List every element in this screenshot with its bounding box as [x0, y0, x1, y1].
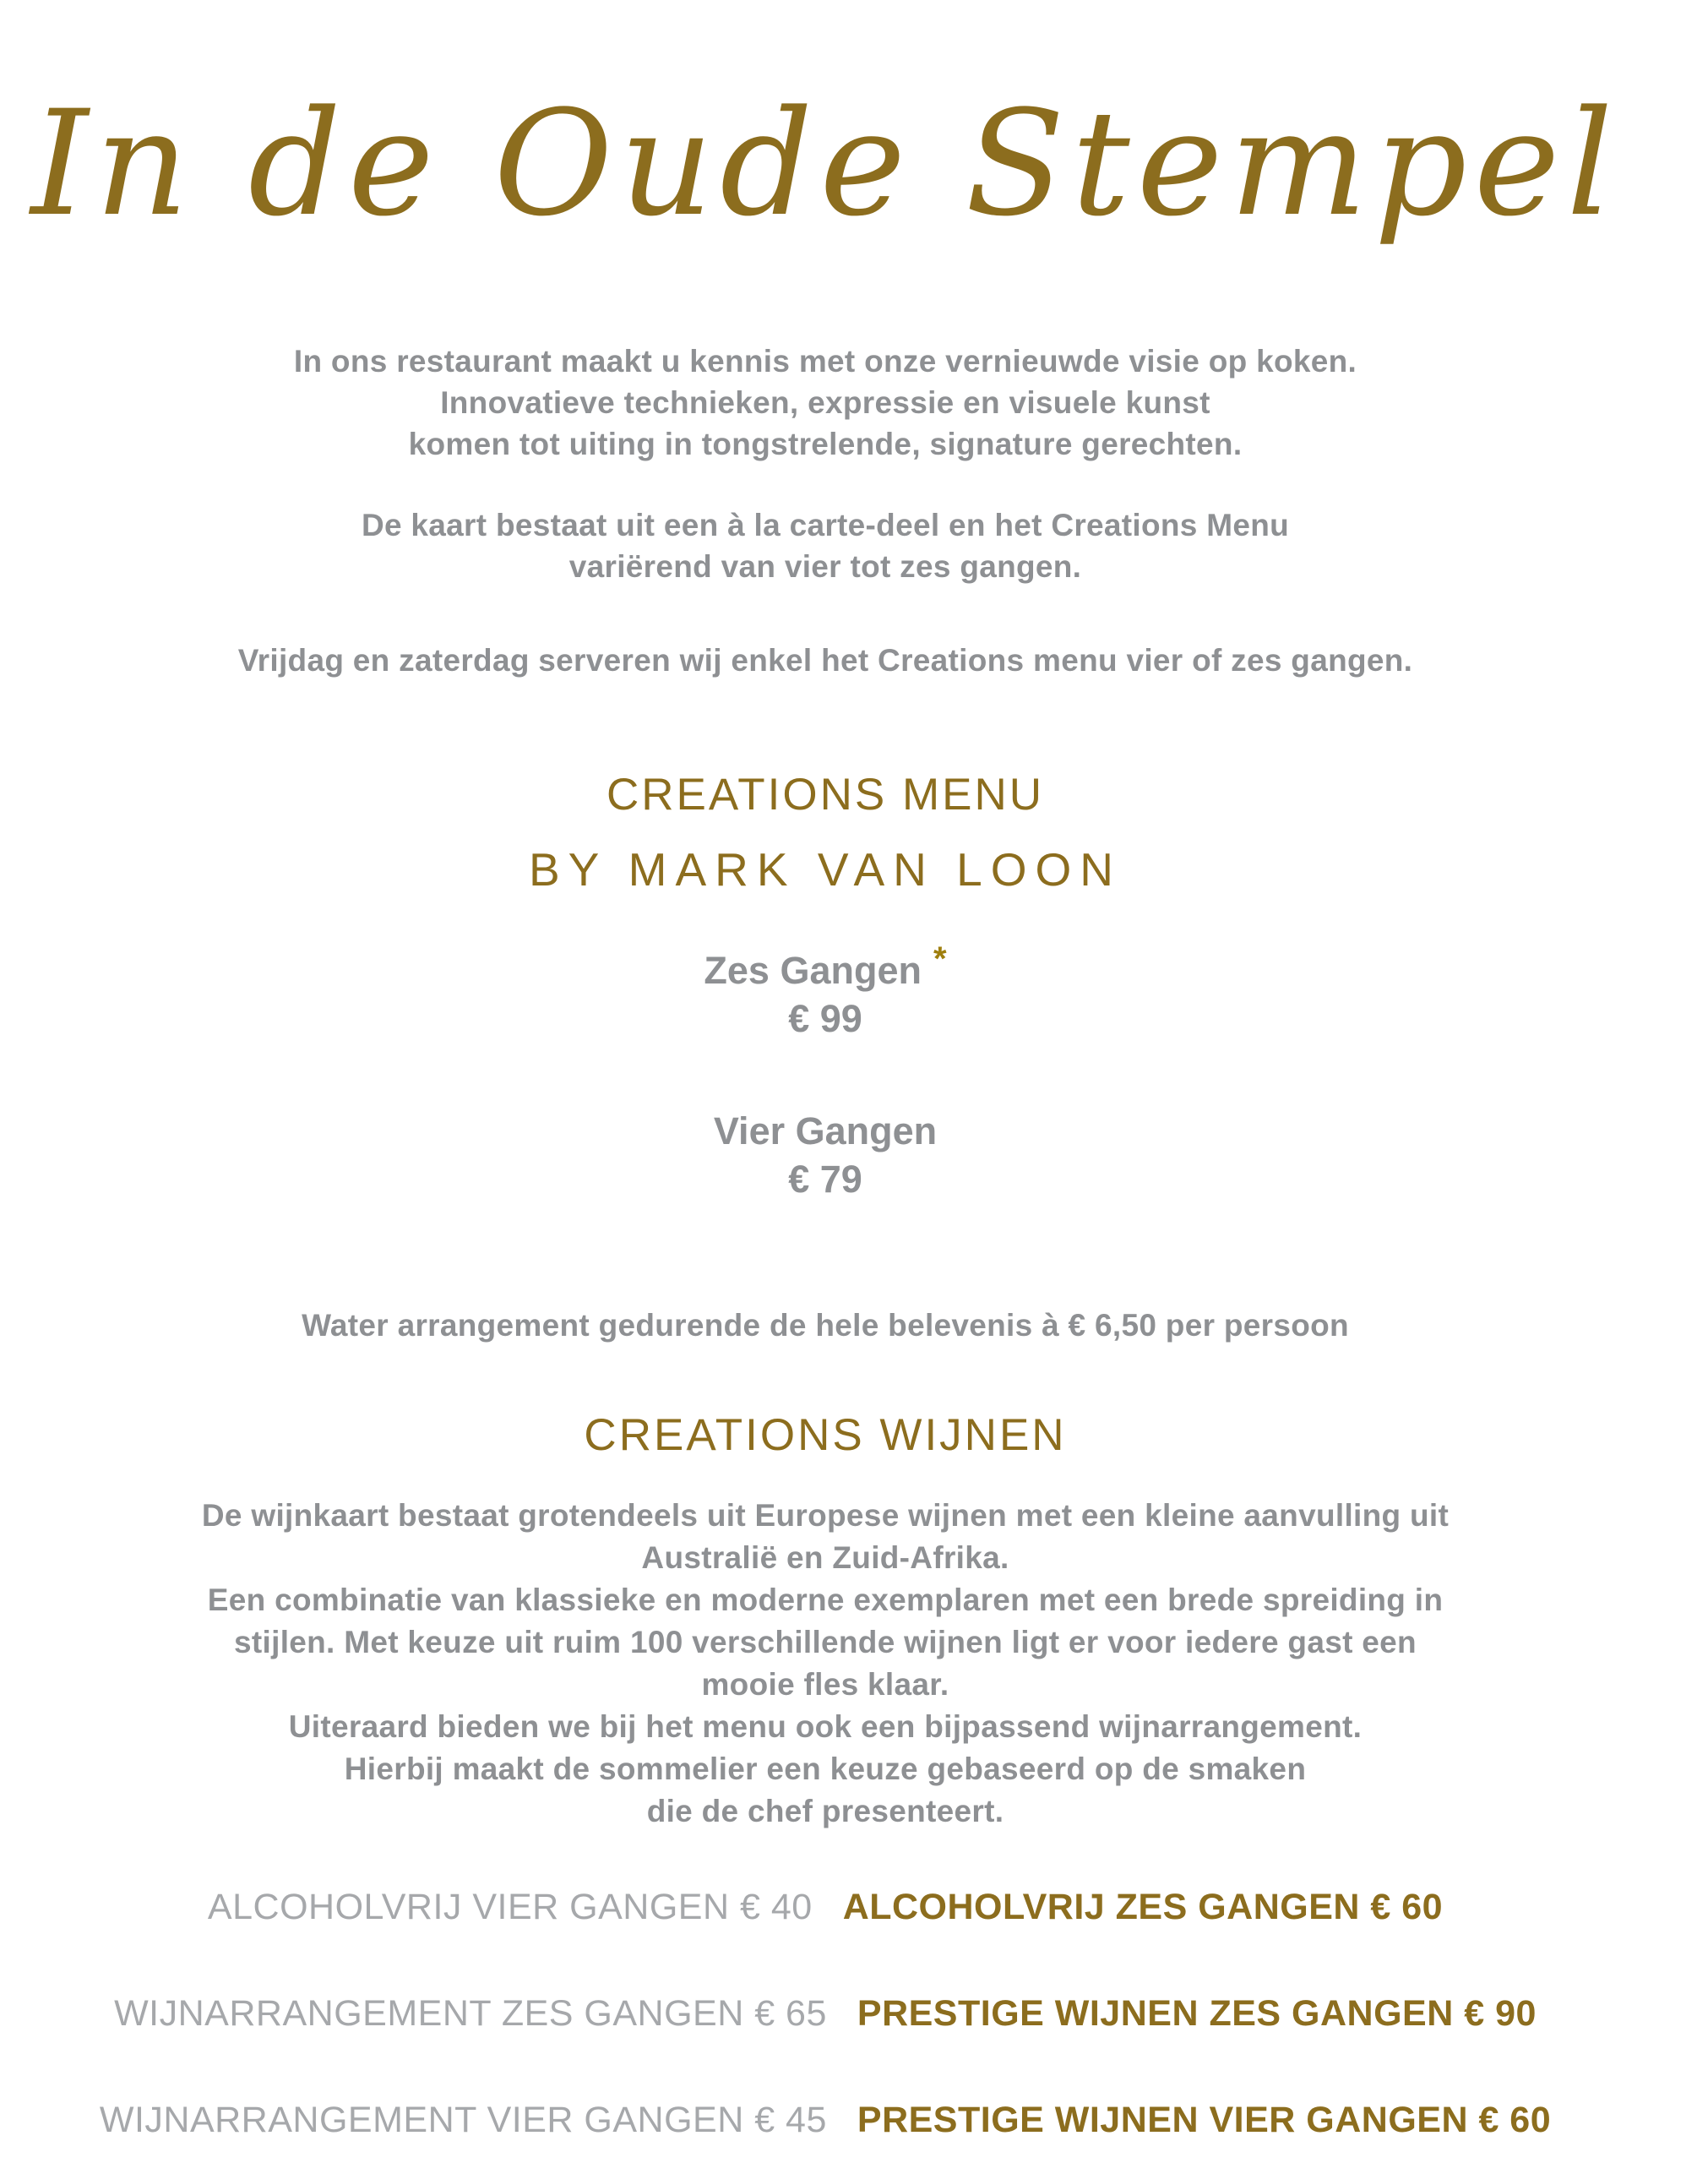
creations-menu-heading: CREATIONS MENU — [606, 770, 1045, 820]
text-line: De wijnkaart bestaat grotendeels uit Europese wijnen met een kleine aanvulling uit — [201, 1498, 1450, 1533]
text-line: De kaart bestaat uit een à la carte-deel en het Creations Menu — [361, 508, 1290, 542]
price-item-prestige-vier: PRESTIGE WIJNEN VIER GANGEN € 60 — [857, 2100, 1552, 2140]
price-item-wijnarrangement-vier: WIJNARRANGEMENT VIER GANGEN € 45 — [99, 2100, 827, 2140]
course-name-text: Vier Gangen — [713, 1109, 938, 1152]
price-item-wijnarrangement-zes: WIJNARRANGEMENT ZES GANGEN € 65 — [114, 1993, 827, 2034]
creations-menu-subheading: BY MARK VAN LOON — [529, 843, 1122, 896]
wine-description — [27, 1495, 1624, 1833]
text-line: Uiteraard bieden we bij het menu ook een bijpassend wijnarrangement. — [288, 1709, 1363, 1744]
intro-paragraph-weekend — [27, 640, 1624, 681]
text-line: In ons restaurant maakt u kennis met onze vernieuwde visie op koken. — [293, 344, 1357, 379]
price-item-alcoholvrij-vier: ALCOHOLVRIJ VIER GANGEN € 40 — [207, 1887, 813, 1927]
price-row-vier-gangen — [27, 2100, 1624, 2140]
course-name — [27, 935, 1624, 994]
text-line: Innovatieve technieken, expressie en visuele kunst — [440, 385, 1210, 420]
price-row-alcoholvrij — [27, 1887, 1624, 1927]
water-arrangement-note: Water arrangement gedurende de hele belevenis à € 6,50 per persoon — [302, 1308, 1349, 1343]
text-line: Hierbij maakt de sommelier een keuze gebaseerd op de smaken — [344, 1752, 1307, 1786]
text-line: Australië en Zuid-Afrika. — [641, 1540, 1009, 1575]
asterisk-note: * — [933, 940, 947, 978]
course-name — [27, 1107, 1624, 1155]
text-line: die de chef presenteert. — [646, 1794, 1004, 1828]
restaurant-title: In de Oude Stempel — [30, 79, 1620, 248]
course-price: € 99 — [788, 997, 862, 1040]
creations-wijnen-heading: CREATIONS WIJNEN — [584, 1410, 1067, 1460]
price-item-prestige-zes: PRESTIGE WIJNEN ZES GANGEN € 90 — [857, 1993, 1537, 2034]
price-item-alcoholvrij-zes: ALCOHOLVRIJ ZES GANGEN € 60 — [842, 1887, 1444, 1927]
menu-option-vier-gangen — [27, 1107, 1624, 1203]
text-line: komen tot uiting in tongstrelende, signature gerechten. — [408, 427, 1243, 461]
price-row-zes-gangen — [27, 1993, 1624, 2034]
text-line: mooie fles klaar. — [701, 1667, 949, 1702]
text-line: variërend van vier tot zes gangen. — [568, 549, 1082, 584]
text-line: Een combinatie van klassieke en moderne exemplaren met een brede spreiding in — [207, 1583, 1444, 1617]
arrangement-price-list — [27, 1887, 1624, 2140]
text-line: stijlen. Met keuze uit ruim 100 verschillende wijnen ligt er voor iedere gast een — [234, 1625, 1417, 1659]
intro-paragraph-vision — [27, 341, 1624, 465]
course-price: € 79 — [788, 1158, 862, 1201]
intro-paragraph-kaart — [27, 504, 1624, 587]
text-line: Vrijdag en zaterdag serveren wij enkel het Creations menu vier of zes gangen. — [237, 643, 1413, 678]
course-name-text: Zes Gangen — [704, 949, 922, 992]
menu-option-zes-gangen — [27, 935, 1624, 1043]
